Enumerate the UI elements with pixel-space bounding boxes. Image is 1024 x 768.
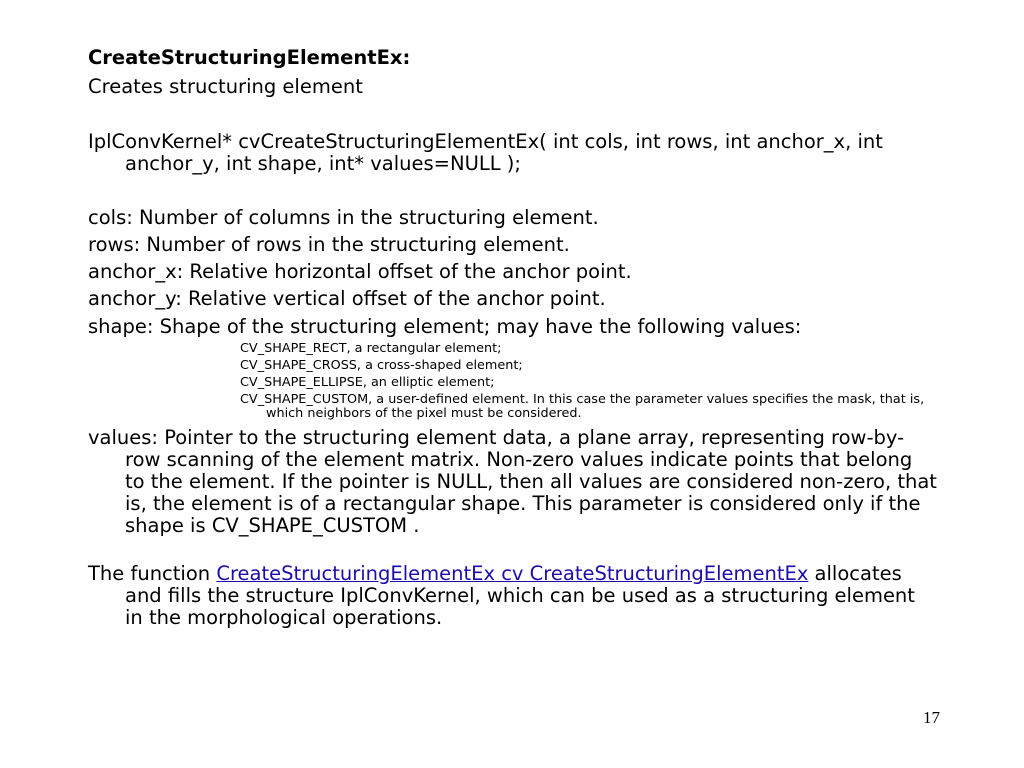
shape-value-cross: CV_SHAPE_CROSS, a cross-shaped element; (240, 358, 523, 373)
shape-value-ellipse: CV_SHAPE_ELLIPSE, an elliptic element; (240, 375, 495, 390)
function-description-prefix: The function (88, 562, 217, 585)
param-values: values: Pointer to the structuring element data, a plane array, representing row-by-row scanning of the element matrix. Non-zero values indicate points that belong to the element. If the pointer is NULL, then all values are considered non-zero, that is, the element is of a rectangular shape. This parameter is considered only if the shape is CV_SHAPE_CUSTOM . (88, 426, 937, 537)
param-rows: rows: Number of rows in the structuring element. (88, 233, 570, 256)
param-shape: shape: Shape of the structuring element; may have the following values: (88, 315, 802, 338)
function-description (88, 563, 938, 629)
param-anchor-x: anchor_x: Relative horizontal offset of the anchor point. (88, 260, 632, 283)
function-doc-link[interactable]: CreateStructuringElementEx cv CreateStructuringElementEx (216, 562, 809, 585)
page-title: CreateStructuringElementEx: (88, 46, 411, 69)
shape-value-rect: CV_SHAPE_RECT, a rectangular element; (240, 341, 502, 356)
page-number: 17 (923, 708, 940, 727)
function-signature: IplConvKernel* cvCreateStructuringElementEx( int cols, int rows, int anchor_x, int anchor_y, int shape, int* values=NULL ); (88, 130, 883, 175)
param-anchor-y: anchor_y: Relative vertical offset of the anchor point. (88, 287, 606, 310)
shape-value-custom: CV_SHAPE_CUSTOM, a user-defined element. In this case the parameter values specifies the mask, that is, which neighbors of the pixel must be considered. (240, 392, 925, 421)
function-description-suffix: allocates and fills the structure IplConvKernel, which can be used as a structuring element in the morphological operations. (125, 562, 915, 629)
param-cols: cols: Number of columns in the structuring element. (88, 206, 599, 229)
subtitle: Creates structuring element (88, 75, 363, 98)
